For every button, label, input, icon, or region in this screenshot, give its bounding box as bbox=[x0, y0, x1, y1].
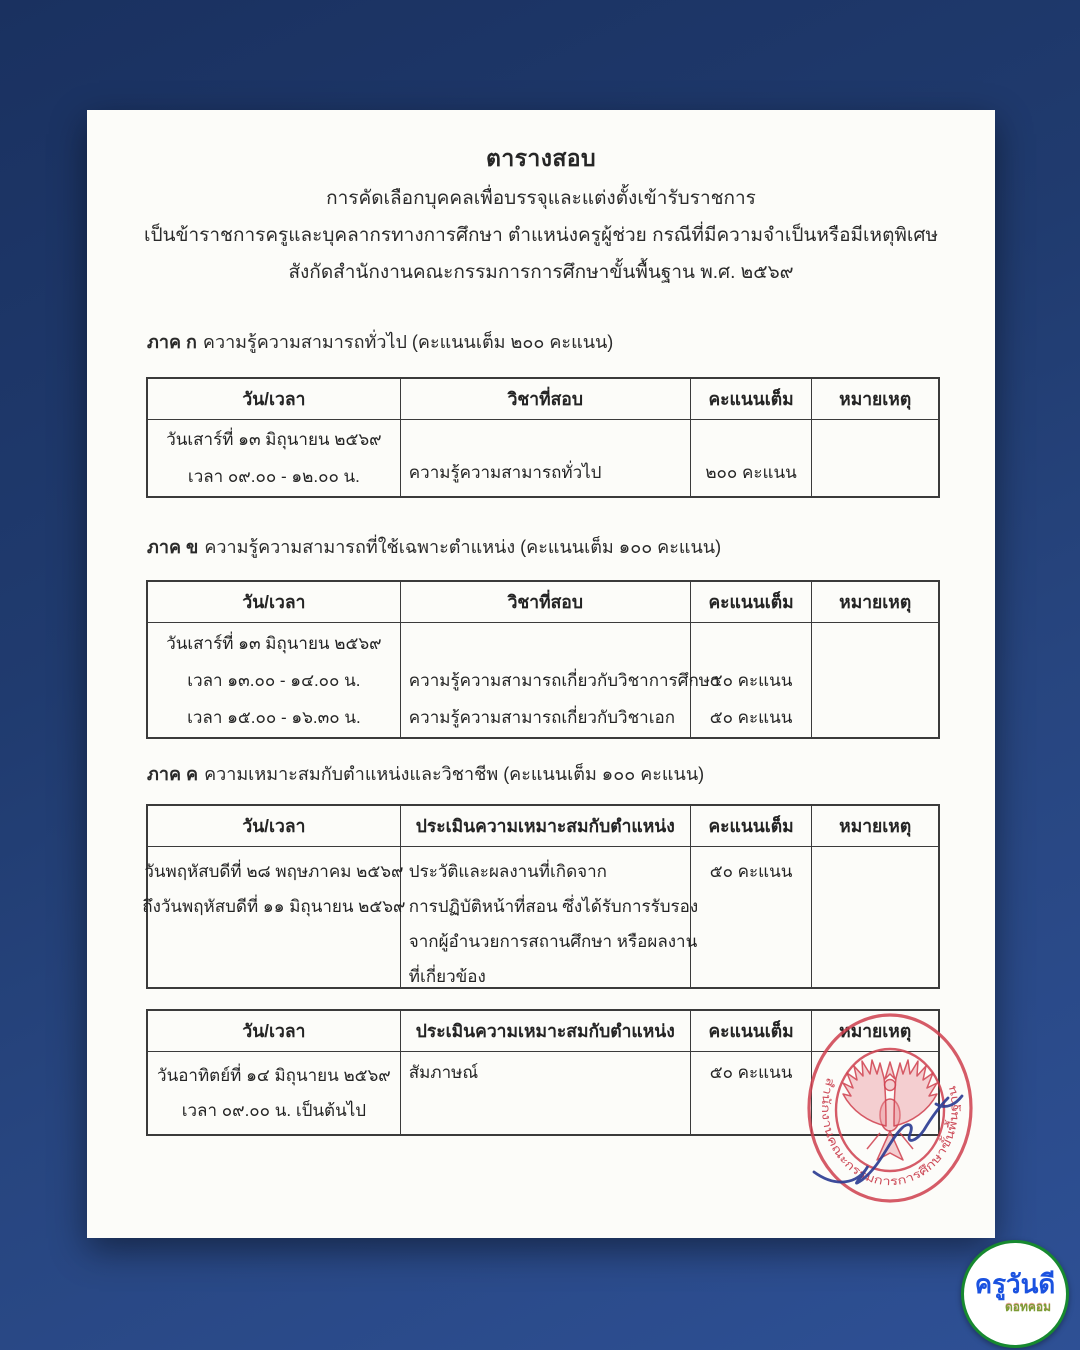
cell-score bbox=[691, 623, 813, 737]
exam-time: เวลา ๐๙.๐๐ - ๑๒.๐๐ น. bbox=[187, 467, 360, 486]
col-header-full-score: คะแนนเต็ม bbox=[691, 582, 813, 622]
section-b-label: ภาค ข bbox=[147, 537, 199, 557]
table-interview-header-row bbox=[148, 1011, 938, 1052]
exam-time: เวลา ๐๙.๐๐ น. เป็นต้นไป bbox=[181, 1101, 367, 1120]
logo-subtitle: ดอทคอม bbox=[1004, 1300, 1052, 1314]
assessment-text: จากผู้อำนวยการสถานศึกษา หรือผลงาน bbox=[408, 932, 698, 951]
col-header-remark: หมายเหตุ bbox=[839, 816, 912, 836]
section-a-heading bbox=[147, 329, 995, 355]
assessment-text: ประวัติและผลงานที่เกิดจาก bbox=[408, 862, 607, 881]
document-page bbox=[87, 110, 995, 1238]
col-header-assessment: ประเมินความเหมาะสมกับตำแหน่ง bbox=[401, 1011, 691, 1051]
col-header-assessment: ประเมินความเหมาะสมกับตำแหน่ง bbox=[401, 806, 691, 846]
document-subtitle-block bbox=[87, 180, 995, 291]
table-interview bbox=[146, 1009, 940, 1136]
cell-remark bbox=[812, 420, 938, 496]
section-b-heading bbox=[147, 534, 995, 560]
col-header-date-time: วัน/เวลา bbox=[148, 582, 401, 622]
col-header-remark: หมายเหตุ bbox=[839, 389, 912, 409]
cell-subject bbox=[401, 623, 720, 737]
exam-subject: ความรู้ความสามารถเกี่ยวกับวิชาเอก bbox=[408, 708, 676, 727]
cell-date-time bbox=[148, 623, 401, 737]
logo-title: ครูวันดี bbox=[974, 1269, 1056, 1299]
exam-score: ๕๐ คะแนน bbox=[709, 708, 793, 727]
section-c-label: ภาค ค bbox=[147, 764, 199, 784]
cell-date-time bbox=[148, 1052, 401, 1134]
section-c-heading bbox=[147, 761, 995, 787]
exam-time: เวลา ๑๓.๐๐ - ๑๔.๐๐ น. bbox=[187, 671, 361, 690]
exam-date: วันพฤหัสบดีที่ ๒๘ พฤษภาคม ๒๕๖๙ bbox=[144, 862, 404, 881]
col-header-remark: หมายเหตุ bbox=[839, 592, 912, 612]
exam-time: เวลา ๑๕.๐๐ - ๑๖.๓๐ น. bbox=[187, 708, 361, 727]
assessment-text: ที่เกี่ยวข้อง bbox=[408, 967, 486, 986]
table-b-header-row bbox=[148, 582, 938, 623]
table-b-row bbox=[148, 623, 938, 737]
assessment-text: การปฏิบัติหน้าที่สอน ซึ่งได้รับการรับรอง bbox=[408, 897, 699, 916]
document-subtitle-line: สังกัดสำนักงานคณะกรรมการการศึกษาขั้นพื้นฐาน พ.ศ. ๒๕๖๙ bbox=[288, 262, 794, 283]
document-title: ตารางสอบ bbox=[485, 145, 596, 171]
cell-score: ๒๐๐ คะแนน bbox=[691, 420, 813, 496]
table-interview-row bbox=[148, 1052, 938, 1134]
col-header-full-score: คะแนนเต็ม bbox=[691, 379, 813, 419]
col-header-full-score: คะแนนเต็ม bbox=[691, 1011, 813, 1051]
spacer-line bbox=[409, 625, 414, 662]
col-header-date-time: วัน/เวลา bbox=[148, 806, 401, 846]
section-c-heading-text: ความเหมาะสมกับตำแหน่งและวิชาชีพ (คะแนนเต็ม ๑๐๐ คะแนน) bbox=[204, 764, 705, 784]
exam-subject: ความรู้ความสามารถเกี่ยวกับวิชาการศึกษา bbox=[408, 671, 720, 690]
cell-subject: ความรู้ความสามารถทั่วไป bbox=[401, 420, 691, 496]
cell-remark bbox=[812, 847, 938, 987]
exam-score: ๕๐ คะแนน bbox=[709, 671, 793, 690]
col-header-date-time: วัน/เวลา bbox=[148, 379, 401, 419]
cell-assessment: สัมภาษณ์ bbox=[401, 1052, 691, 1134]
exam-date: วันอาทิตย์ที่ ๑๔ มิถุนายน ๒๕๖๙ bbox=[157, 1066, 391, 1085]
col-header-subject: วิชาที่สอบ bbox=[401, 582, 691, 622]
col-header-full-score: คะแนนเต็ม bbox=[691, 806, 813, 846]
cell-remark bbox=[812, 1052, 938, 1134]
table-part-b bbox=[146, 580, 940, 739]
col-header-subject: วิชาที่สอบ bbox=[401, 379, 691, 419]
cell-score bbox=[691, 847, 813, 987]
table-a-row bbox=[148, 420, 938, 496]
section-a-label: ภาค ก bbox=[147, 332, 197, 352]
section-a-heading-text: ความรู้ความสามารถทั่วไป (คะแนนเต็ม ๒๐๐ คะแนน) bbox=[202, 332, 614, 352]
table-part-a bbox=[146, 377, 940, 498]
table-part-c bbox=[142, 804, 940, 989]
cell-assessment bbox=[401, 847, 699, 987]
col-header-date-time: วัน/เวลา bbox=[148, 1011, 401, 1051]
cell-date-time bbox=[142, 847, 406, 987]
spacer-line bbox=[749, 625, 754, 662]
table-c-header-row bbox=[148, 806, 938, 847]
exam-date: วันเสาร์ที่ ๑๓ มิถุนายน ๒๕๖๙ bbox=[166, 634, 382, 653]
document-subtitle-line: เป็นข้าราชการครูและบุคลากรทางการศึกษา ตำแหน่งครูผู้ช่วย กรณีที่มีความจำเป็นหรือมีเหตุพิเศษ bbox=[143, 225, 939, 246]
document-subtitle-line: การคัดเลือกบุคคลเพื่อบรรจุและแต่งตั้งเข้ารับราชการ bbox=[326, 188, 756, 209]
table-c-row bbox=[142, 847, 938, 987]
cell-score: ๕๐ คะแนน bbox=[691, 1052, 813, 1134]
cell-date-time bbox=[148, 420, 401, 496]
seal-ring-text: สำนักงานคณะกรรมการการศึกษาขั้นพื้นฐาน bbox=[818, 1076, 962, 1189]
section-b-heading-text: ความรู้ความสามารถที่ใช้เฉพาะตำแหน่ง (คะแนนเต็ม ๑๐๐ คะแนน) bbox=[204, 537, 722, 557]
col-header-remark: หมายเหตุ bbox=[839, 1021, 912, 1041]
table-a-header-row bbox=[148, 379, 938, 420]
cell-remark bbox=[812, 623, 938, 737]
exam-date: วันเสาร์ที่ ๑๓ มิถุนายน ๒๕๖๙ bbox=[166, 430, 382, 449]
kruwandee-logo bbox=[961, 1240, 1069, 1348]
exam-score: ๕๐ คะแนน bbox=[709, 862, 793, 881]
exam-date: ถึงวันพฤหัสบดีที่ ๑๑ มิถุนายน ๒๕๖๙ bbox=[142, 897, 406, 916]
